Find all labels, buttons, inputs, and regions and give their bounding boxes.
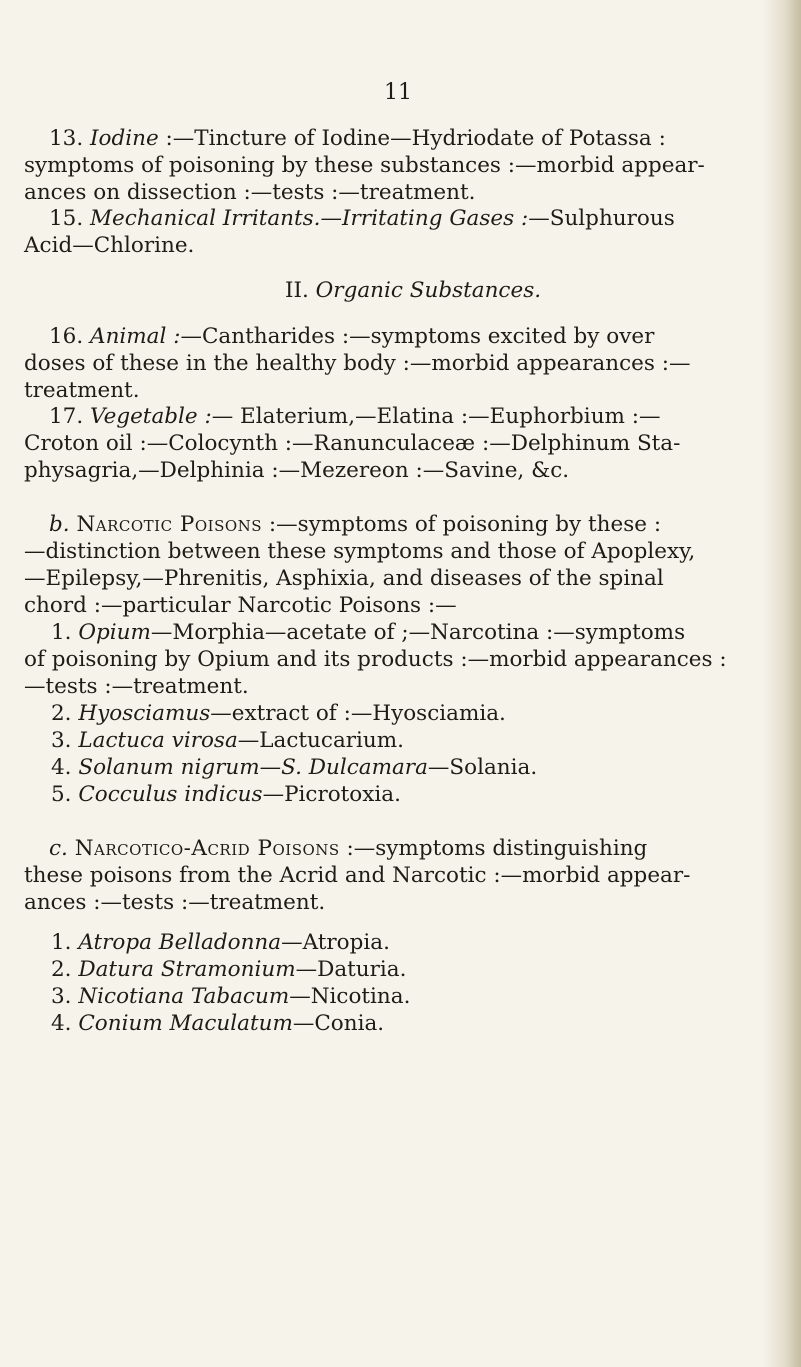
item-text: —Solania. <box>427 755 538 780</box>
entry-17-line-2: Croton oil :—Colocynth :—Ranunculaceæ :—Delphinum Sta- <box>24 431 681 456</box>
item-title: Datura Stramonium <box>78 957 296 982</box>
entry-13-line-2: symptoms of poisoning by these substances :—morbid appear- <box>24 153 705 178</box>
page-edge-shading <box>763 0 801 1367</box>
section-heading-organic <box>285 280 541 302</box>
acrid-item-1 <box>51 932 390 954</box>
narcotic-line-4: chord :—particular Narcotic Poisons :— <box>24 593 457 618</box>
acrid-item-3 <box>51 986 410 1008</box>
narcotic-item-2 <box>51 703 506 725</box>
item-title: Cocculus indicus <box>78 782 263 807</box>
section-label: c. <box>49 836 68 861</box>
item-label: 5. <box>51 782 72 807</box>
entry-title: Animal : <box>90 324 181 349</box>
entry-title: Vegetable : <box>90 404 212 429</box>
item-label: 3. <box>51 728 72 753</box>
entry-16-line-1 <box>49 326 654 348</box>
entry-text: —Cantharides :—symptoms excited by over <box>180 324 655 349</box>
narcotic-item-5 <box>51 784 401 806</box>
narcotic-line-1 <box>49 514 661 536</box>
entry-label: 15. <box>49 206 84 231</box>
entry-label: 16. <box>49 324 84 349</box>
entry-label: 17. <box>49 404 84 429</box>
acrid-line-2: these poisons from the Acrid and Narcotic :—morbid appear- <box>24 863 691 888</box>
item-label: 2. <box>51 701 72 726</box>
entry-13-line-1 <box>49 128 666 150</box>
item-title: Lactuca virosa <box>78 728 238 753</box>
entry-17-line-1 <box>49 406 661 428</box>
item-title: Nicotiana Tabacum <box>78 984 290 1009</box>
entry-15-line-1 <box>49 208 675 230</box>
acrid-line-3: ances :—tests :—treatment. <box>24 890 326 915</box>
item-text: —Morphia—acetate of ;—Narcotina :—symptoms <box>150 620 686 645</box>
item-title: Atropa Belladonna <box>78 930 282 955</box>
entry-text: :—Tincture of Iodine—Hydriodate of Potassa : <box>158 126 666 151</box>
entry-text: :—symptoms of poisoning by these : <box>262 512 662 537</box>
entry-label: 13. <box>49 126 84 151</box>
narcotic-item-1-line-1 <box>51 622 685 644</box>
section-title: Narcotico-Acrid Poisons <box>74 836 340 861</box>
item-title: Hyosciamus <box>78 701 211 726</box>
item-text: —Picrotoxia. <box>262 782 401 807</box>
section-title: Organic Substances. <box>315 278 542 303</box>
item-text: —Daturia. <box>295 957 407 982</box>
narcotic-line-2: —distinction between these symptoms and those of Apoplexy, <box>24 539 696 564</box>
entry-title: Iodine <box>90 126 159 151</box>
entry-text: — Elaterium,—Elatina :—Euphorbium :— <box>211 404 661 429</box>
item-text: —Atropia. <box>281 930 390 955</box>
narcotic-item-1-line-2: of poisoning by Opium and its products :—morbid appearances : <box>24 647 727 672</box>
item-label: 4. <box>51 755 72 780</box>
entry-17-line-3: physagria,—Delphinia :—Mezereon :—Savine, &c. <box>24 458 570 483</box>
entry-16-line-3: treatment. <box>24 378 140 403</box>
acrid-item-2 <box>51 959 406 981</box>
entry-16-line-2: doses of these in the healthy body :—morbid appearances :— <box>24 351 691 376</box>
item-text: —Nicotina. <box>289 984 411 1009</box>
section-title: Narcotic Poisons <box>76 512 263 537</box>
item-title: Opium <box>78 620 151 645</box>
item-label: 1. <box>51 930 72 955</box>
narcotic-line-3: —Epilepsy,—Phrenitis, Asphixia, and diseases of the spinal <box>24 566 664 591</box>
section-label: b. <box>49 512 70 537</box>
item-text: —extract of :—Hyosciamia. <box>210 701 506 726</box>
item-text: —Lactucarium. <box>237 728 404 753</box>
acrid-line-1 <box>49 838 647 860</box>
item-label: 3. <box>51 984 72 1009</box>
narcotic-item-4 <box>51 757 537 779</box>
entry-text: —Sulphurous <box>528 206 675 231</box>
entry-text: :—symptoms distinguishing <box>339 836 648 861</box>
entry-title: Mechanical Irritants.—Irritating Gases : <box>90 206 529 231</box>
item-title: Solanum nigrum—S. Dulcamara <box>78 755 428 780</box>
narcotic-item-3 <box>51 730 404 752</box>
acrid-item-4 <box>51 1013 384 1035</box>
item-label: 1. <box>51 620 72 645</box>
item-label: 4. <box>51 1011 72 1036</box>
page-number: 11 <box>384 80 412 105</box>
entry-15-line-2: Acid—Chlorine. <box>24 233 195 258</box>
item-title: Conium Maculatum <box>78 1011 293 1036</box>
item-text: —Conia. <box>292 1011 385 1036</box>
item-label: 2. <box>51 957 72 982</box>
section-label: II. <box>285 278 309 303</box>
entry-13-line-3: ances on dissection :—tests :—treatment. <box>24 180 476 205</box>
narcotic-item-1-line-3: —tests :—treatment. <box>24 674 249 699</box>
